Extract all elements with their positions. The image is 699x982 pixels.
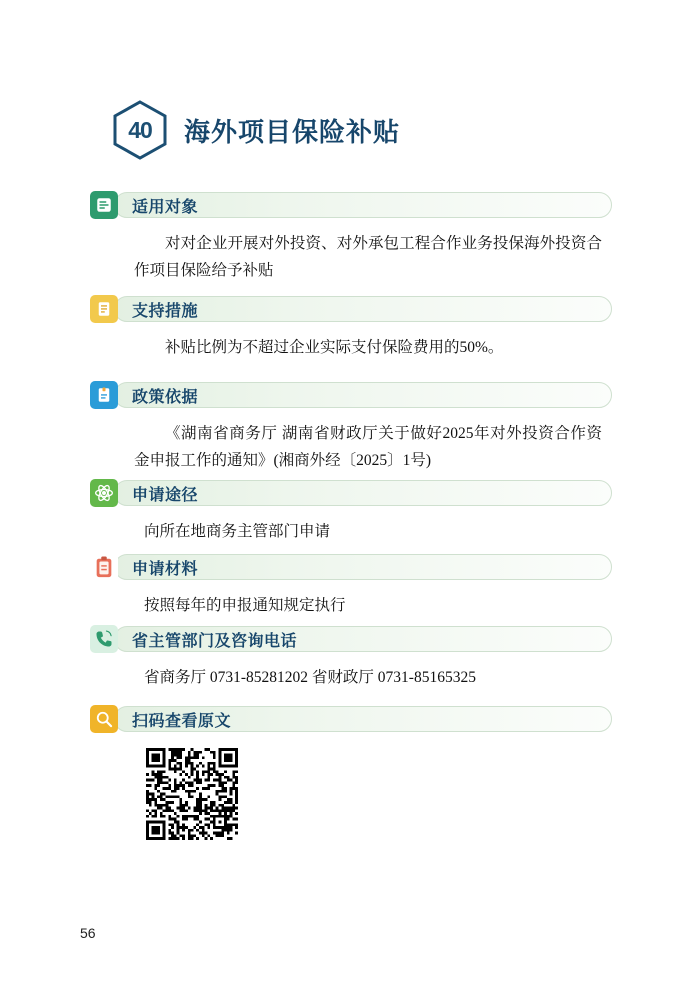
item-number-badge (112, 100, 168, 160)
section-applicable-objects (88, 192, 612, 284)
section-application-channel (88, 480, 612, 545)
section-body: 补贴比例为不超过企业实际支付保险费用的50%。 (165, 339, 504, 356)
section-label: 政策依据 (132, 389, 199, 406)
section-policy-basis (88, 382, 612, 474)
document-title: 海外项目保险补贴 (184, 116, 401, 147)
section-header (88, 382, 612, 408)
page-title (112, 100, 400, 160)
clipboard-icon (88, 551, 120, 583)
phone-icon (88, 623, 120, 655)
section-header (88, 626, 612, 652)
section-label: 支持措施 (132, 303, 199, 320)
section-header (88, 554, 612, 580)
item-number: 40 (128, 116, 152, 143)
section-scan-qr (88, 706, 612, 732)
magnifier-icon (88, 703, 120, 735)
section-body: 向所在地商务主管部门申请 (144, 523, 331, 540)
page-number: 56 (80, 925, 96, 941)
section-body: 省商务厅 0731-85281202 省财政厅 0731-85165325 (144, 669, 476, 686)
document-list-icon (88, 189, 120, 221)
atom-icon (88, 477, 120, 509)
section-body: 对对企业开展对外投资、对外承包工程合作业务投保海外投资合作项目保险给予补贴 (134, 235, 602, 280)
section-header (88, 296, 612, 322)
section-header (88, 706, 612, 732)
section-label: 省主管部门及咨询电话 (132, 633, 298, 650)
policy-document-icon (88, 379, 120, 411)
section-body: 按照每年的申报通知规定执行 (144, 597, 346, 614)
section-contact-phone (88, 626, 612, 691)
section-label: 扫码查看原文 (132, 713, 232, 730)
section-label: 申请途径 (132, 487, 199, 504)
section-label: 申请材料 (132, 561, 199, 578)
clipboard-pencil-icon (88, 293, 120, 325)
section-body: 《湖南省商务厅 湖南省财政厅关于做好2025年对外投资合作资金申报工作的通知》(湘商外经〔2025〕1号) (134, 425, 602, 470)
qr-code-image[interactable] (146, 748, 238, 840)
section-header (88, 480, 612, 506)
section-application-materials (88, 554, 612, 619)
section-support-measures (88, 296, 612, 361)
section-label: 适用对象 (132, 199, 199, 216)
section-header (88, 192, 612, 218)
